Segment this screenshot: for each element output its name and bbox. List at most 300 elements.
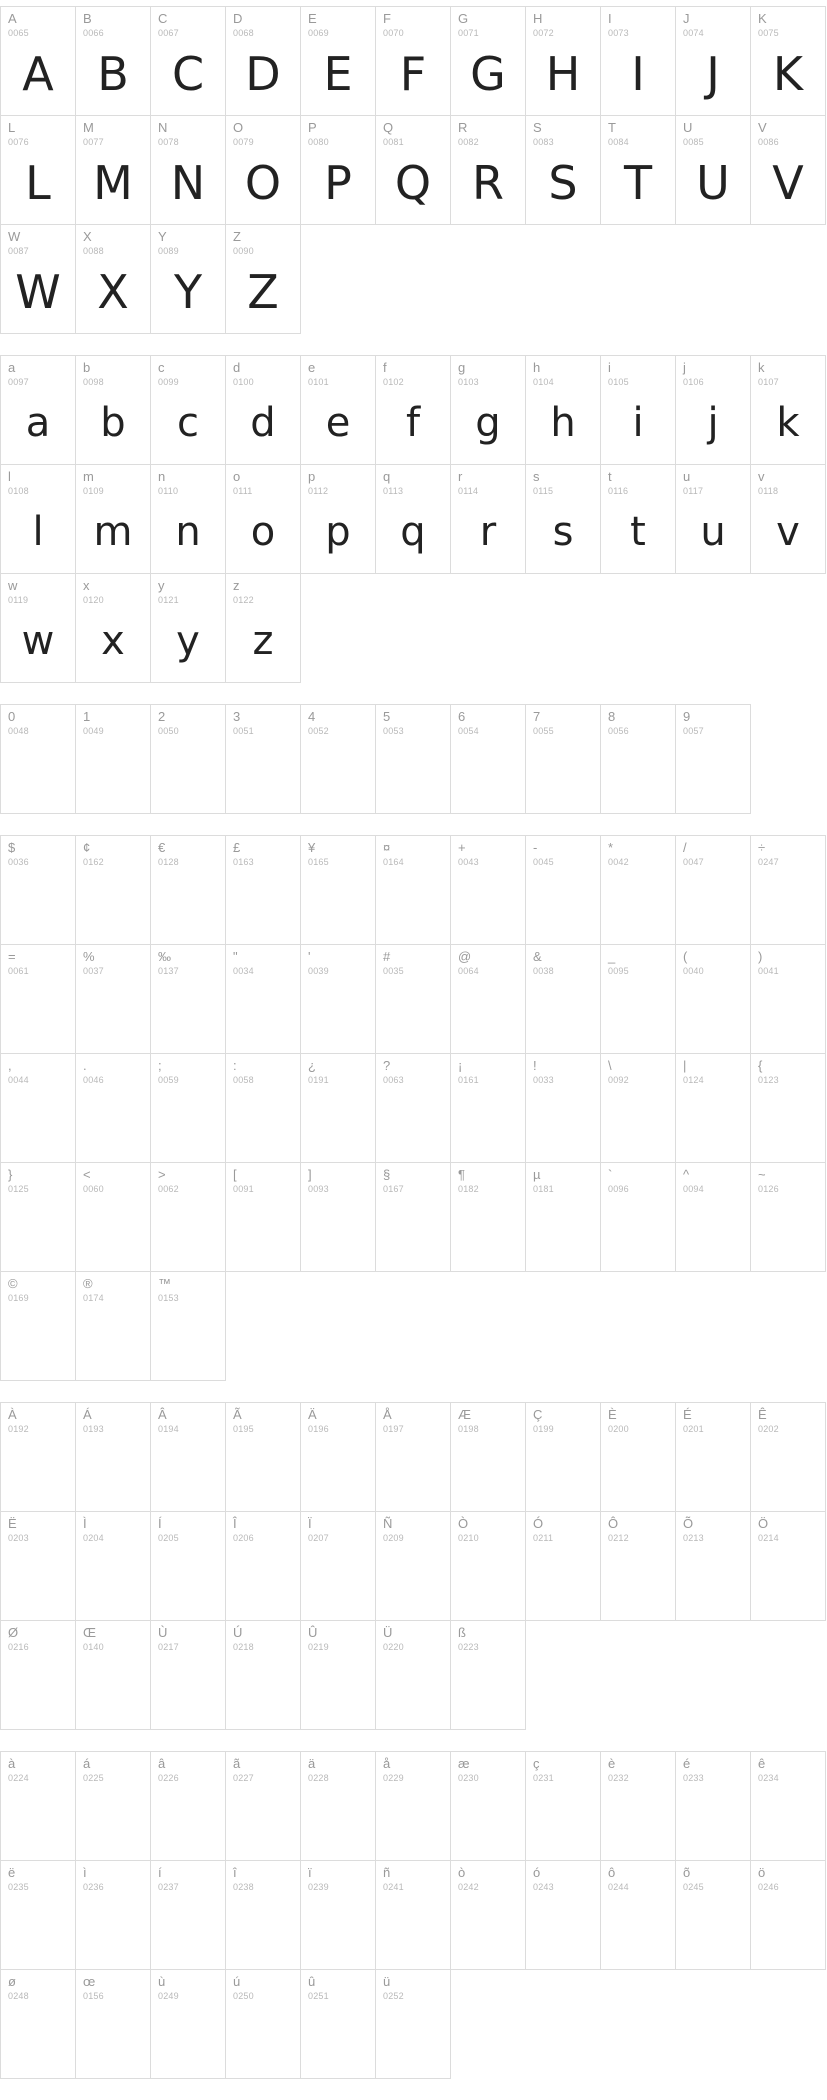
charmap-cell[interactable]	[150, 835, 226, 945]
charmap-cell[interactable]	[600, 464, 676, 574]
charmap-cell[interactable]	[375, 1511, 451, 1621]
charmap-cell[interactable]	[525, 6, 601, 116]
charmap-cell[interactable]	[375, 704, 451, 814]
char-glyph	[226, 1433, 300, 1507]
char-label: Z	[233, 229, 241, 244]
char-label: [	[233, 1167, 237, 1182]
charmap-cell[interactable]	[675, 1511, 751, 1621]
char-code-label: 0040	[683, 966, 704, 976]
charmap-cell[interactable]	[0, 1511, 76, 1621]
char-code-label: 0115	[533, 486, 554, 496]
charmap-cell[interactable]	[300, 1860, 376, 1970]
charmap-cell[interactable]	[375, 944, 451, 1054]
char-code-label: 0058	[233, 1075, 254, 1085]
char-glyph	[301, 866, 375, 940]
char-glyph	[601, 1542, 675, 1616]
charmap-cell[interactable]	[525, 1751, 601, 1861]
charmap-cell[interactable]	[75, 1271, 151, 1381]
char-label: Í	[158, 1516, 162, 1531]
charmap-cell[interactable]	[225, 573, 301, 683]
char-glyph	[151, 1651, 225, 1725]
charmap-cell[interactable]	[150, 1969, 226, 2079]
charmap-cell[interactable]	[675, 1162, 751, 1272]
charmap-cell[interactable]	[0, 464, 76, 574]
char-glyph	[451, 1782, 525, 1856]
charmap-cell[interactable]	[750, 1053, 826, 1163]
char-label: €	[158, 840, 166, 855]
char-label: P	[308, 120, 317, 135]
charmap-cell[interactable]	[225, 115, 301, 225]
char-label: ö	[758, 1865, 766, 1880]
charmap-cell[interactable]	[675, 1860, 751, 1970]
charmap-cell[interactable]	[225, 704, 301, 814]
charmap-cell[interactable]	[150, 224, 226, 334]
charmap-cell[interactable]	[375, 1162, 451, 1272]
charmap-cell[interactable]	[750, 944, 826, 1054]
charmap-cell[interactable]	[300, 115, 376, 225]
char-glyph: W	[15, 265, 61, 319]
charmap-cell[interactable]	[75, 115, 151, 225]
charmap-cell[interactable]	[675, 835, 751, 945]
charmap-cell[interactable]	[225, 1053, 301, 1163]
char-glyph: x	[101, 618, 125, 664]
char-glyph	[151, 1193, 225, 1267]
char-glyph	[676, 1084, 750, 1158]
charmap-cell[interactable]	[150, 1860, 226, 1970]
charmap-cell[interactable]	[75, 944, 151, 1054]
charmap-cell[interactable]	[150, 1511, 226, 1621]
charmap-cell[interactable]	[675, 704, 751, 814]
char-glyph	[451, 1651, 525, 1725]
char-glyph	[376, 735, 450, 809]
char-label: '	[308, 949, 311, 964]
charmap-cell[interactable]	[0, 1053, 76, 1163]
charmap-cell[interactable]	[150, 944, 226, 1054]
charmap-cell[interactable]	[225, 835, 301, 945]
charmap-cell[interactable]	[675, 355, 751, 465]
charmap-cell[interactable]	[75, 1860, 151, 1970]
charmap-cell[interactable]	[675, 944, 751, 1054]
char-label: !	[533, 1058, 537, 1073]
charmap-cell[interactable]	[750, 1402, 826, 1512]
char-code-label: 0211	[533, 1533, 554, 1543]
char-label: ¡	[458, 1058, 463, 1073]
charmap-cell[interactable]	[450, 464, 526, 574]
char-code-label: 0042	[608, 857, 629, 867]
charmap-cell[interactable]	[75, 1511, 151, 1621]
charmap-cell[interactable]	[75, 1402, 151, 1512]
charmap-section-lowercase	[0, 355, 827, 682]
charmap-cell[interactable]	[300, 355, 376, 465]
charmap-cell[interactable]	[525, 355, 601, 465]
char-glyph: q	[400, 509, 426, 555]
char-code-label: 0098	[83, 377, 104, 387]
charmap-cell[interactable]	[225, 224, 301, 334]
char-label: (	[683, 949, 688, 964]
charmap-cell[interactable]	[450, 1860, 526, 1970]
charmap-cell[interactable]	[75, 464, 151, 574]
char-code-label: 0072	[533, 28, 554, 38]
charmap-cell[interactable]	[75, 224, 151, 334]
charmap-cell[interactable]	[450, 1511, 526, 1621]
char-glyph	[376, 975, 450, 1049]
char-code-label: 0099	[158, 377, 179, 387]
charmap-cell[interactable]	[225, 464, 301, 574]
char-code-label: 0125	[8, 1184, 29, 1194]
char-code-label: 0218	[233, 1642, 254, 1652]
charmap-cell[interactable]	[300, 1751, 376, 1861]
charmap-cell[interactable]	[300, 1053, 376, 1163]
charmap-cell[interactable]	[300, 944, 376, 1054]
char-label: Ã	[233, 1407, 242, 1422]
char-label: î	[233, 1865, 237, 1880]
charmap-cell[interactable]	[150, 1271, 226, 1381]
char-glyph	[376, 1891, 450, 1965]
char-code-label: 0233	[683, 1773, 704, 1783]
charmap-cell[interactable]	[525, 704, 601, 814]
char-label: j	[683, 360, 686, 375]
char-label: ú	[233, 1974, 241, 1989]
char-code-label: 0164	[383, 857, 404, 867]
charmap-cell[interactable]	[750, 1162, 826, 1272]
charmap-cell[interactable]	[450, 1162, 526, 1272]
char-glyph: B	[97, 47, 129, 101]
char-code-label: 0210	[458, 1533, 479, 1543]
char-label: "	[233, 949, 238, 964]
charmap-cell[interactable]	[675, 1402, 751, 1512]
charmap-cell[interactable]	[600, 355, 676, 465]
char-label: Ì	[83, 1516, 87, 1531]
char-label: ä	[308, 1756, 316, 1771]
char-glyph	[226, 1542, 300, 1616]
charmap-cell[interactable]	[0, 1271, 76, 1381]
charmap-cell[interactable]	[675, 464, 751, 574]
charmap-cell[interactable]	[675, 6, 751, 116]
charmap-cell[interactable]	[600, 704, 676, 814]
charmap-cell[interactable]	[75, 704, 151, 814]
char-label: Œ	[83, 1625, 96, 1640]
charmap-cell[interactable]	[150, 1402, 226, 1512]
char-label: Ô	[608, 1516, 619, 1531]
char-label: U	[683, 120, 693, 135]
charmap-cell[interactable]	[600, 835, 676, 945]
char-code-label: 0128	[158, 857, 179, 867]
charmap-cell[interactable]	[600, 1402, 676, 1512]
charmap-cell[interactable]	[450, 944, 526, 1054]
char-code-label: 0194	[158, 1424, 179, 1434]
char-code-label: 0200	[608, 1424, 629, 1434]
charmap-cell[interactable]	[75, 1053, 151, 1163]
char-code-label: 0046	[83, 1075, 104, 1085]
charmap-cell[interactable]	[0, 1969, 76, 2079]
charmap-cell[interactable]	[750, 1751, 826, 1861]
char-glyph	[451, 975, 525, 1049]
charmap-cell[interactable]	[375, 1402, 451, 1512]
char-label: <	[83, 1167, 91, 1182]
char-label: À	[8, 1407, 17, 1422]
char-glyph: u	[700, 509, 726, 555]
charmap-cell[interactable]	[750, 1511, 826, 1621]
char-label: 3	[233, 709, 241, 724]
char-code-label: 0034	[233, 966, 254, 976]
charmap-cell[interactable]	[450, 704, 526, 814]
char-code-label: 0119	[8, 595, 29, 605]
charmap-cell[interactable]	[0, 1620, 76, 1730]
char-code-label: 0156	[83, 1991, 104, 2001]
char-label: S	[533, 120, 542, 135]
charmap-cell[interactable]	[450, 6, 526, 116]
char-code-label: 0044	[8, 1075, 29, 1085]
char-label: £	[233, 840, 241, 855]
charmap-cell[interactable]	[525, 1511, 601, 1621]
charmap-cell[interactable]	[525, 115, 601, 225]
charmap-cell[interactable]	[375, 835, 451, 945]
charmap-cell[interactable]	[600, 1053, 676, 1163]
charmap-cell[interactable]	[0, 355, 76, 465]
charmap-cell[interactable]	[0, 224, 76, 334]
charmap-cell[interactable]	[750, 1860, 826, 1970]
char-code-label: 0114	[458, 486, 479, 496]
charmap-cell[interactable]	[300, 464, 376, 574]
charmap-cell[interactable]	[675, 115, 751, 225]
char-glyph	[751, 1542, 825, 1616]
char-label: T	[608, 120, 616, 135]
char-glyph: L	[25, 156, 51, 210]
charmap-cell[interactable]	[225, 1402, 301, 1512]
char-label: ¿	[308, 1058, 316, 1073]
char-label: 2	[158, 709, 166, 724]
charmap-cell[interactable]	[225, 1511, 301, 1621]
char-code-label: 0169	[8, 1293, 29, 1303]
char-label: 6	[458, 709, 466, 724]
char-code-label: 0167	[383, 1184, 404, 1194]
char-glyph	[76, 1193, 150, 1267]
char-code-label: 0174	[83, 1293, 104, 1303]
charmap-row	[0, 355, 827, 682]
charmap-cell[interactable]	[225, 1751, 301, 1861]
char-label: â	[158, 1756, 166, 1771]
charmap-cell[interactable]	[375, 1053, 451, 1163]
charmap-cell[interactable]	[150, 355, 226, 465]
charmap-cell[interactable]	[600, 1751, 676, 1861]
charmap-cell[interactable]	[600, 1162, 676, 1272]
charmap-cell[interactable]	[375, 1860, 451, 1970]
charmap-cell[interactable]	[150, 1162, 226, 1272]
charmap-cell[interactable]	[750, 6, 826, 116]
charmap-cell[interactable]	[525, 1402, 601, 1512]
charmap-cell[interactable]	[75, 835, 151, 945]
char-label: .	[83, 1058, 87, 1073]
char-code-label: 0079	[233, 137, 254, 147]
char-glyph: t	[630, 509, 646, 555]
char-glyph	[301, 1782, 375, 1856]
charmap-cell[interactable]	[75, 1162, 151, 1272]
charmap-section-accented-lowercase	[0, 1751, 827, 2078]
char-code-label: 0118	[758, 486, 779, 496]
charmap-cell[interactable]	[0, 115, 76, 225]
char-code-label: 0224	[8, 1773, 29, 1783]
charmap-cell[interactable]	[150, 1620, 226, 1730]
charmap-cell[interactable]	[450, 1620, 526, 1730]
char-code-label: 0045	[533, 857, 554, 867]
charmap-cell[interactable]	[75, 573, 151, 683]
charmap-cell[interactable]	[225, 355, 301, 465]
charmap-cell[interactable]	[450, 835, 526, 945]
char-label: Q	[383, 120, 394, 135]
charmap-cell[interactable]	[150, 573, 226, 683]
charmap-cell[interactable]	[75, 1751, 151, 1861]
char-code-label: 0248	[8, 1991, 29, 2001]
char-glyph	[301, 975, 375, 1049]
char-glyph	[226, 1782, 300, 1856]
char-code-label: 0068	[233, 28, 254, 38]
char-glyph	[526, 866, 600, 940]
char-glyph: Y	[173, 265, 203, 319]
charmap-cell[interactable]	[750, 464, 826, 574]
charmap-section-accented-uppercase	[0, 1402, 827, 1729]
charmap-cell[interactable]	[0, 1402, 76, 1512]
charmap-cell[interactable]	[375, 1969, 451, 2079]
charmap-cell[interactable]	[450, 1053, 526, 1163]
char-glyph	[151, 1782, 225, 1856]
charmap-cell[interactable]	[375, 355, 451, 465]
charmap-cell[interactable]	[525, 944, 601, 1054]
charmap-cell[interactable]	[225, 1969, 301, 2079]
char-glyph	[1, 975, 75, 1049]
charmap-cell[interactable]	[525, 464, 601, 574]
char-glyph	[751, 1782, 825, 1856]
charmap-cell[interactable]	[675, 1751, 751, 1861]
char-code-label: 0090	[233, 246, 254, 256]
charmap-cell[interactable]	[150, 1053, 226, 1163]
charmap-section-digits	[0, 704, 827, 813]
charmap-cell[interactable]	[225, 1162, 301, 1272]
charmap-cell[interactable]	[750, 835, 826, 945]
charmap-cell[interactable]	[600, 1511, 676, 1621]
charmap-cell[interactable]	[750, 355, 826, 465]
char-label: à	[8, 1756, 16, 1771]
charmap-cell[interactable]	[300, 1402, 376, 1512]
char-label: ¶	[458, 1167, 465, 1182]
charmap-cell[interactable]	[300, 1511, 376, 1621]
charmap-cell[interactable]	[0, 704, 76, 814]
charmap-cell[interactable]	[150, 115, 226, 225]
char-label: f	[383, 360, 387, 375]
charmap-cell[interactable]	[300, 704, 376, 814]
charmap-cell[interactable]	[0, 6, 76, 116]
charmap-cell[interactable]	[750, 115, 826, 225]
charmap-cell[interactable]	[675, 1053, 751, 1163]
char-label: =	[8, 949, 16, 964]
charmap-section-punctuation-and-symbols	[0, 835, 827, 1380]
charmap-cell[interactable]	[600, 944, 676, 1054]
charmap-cell[interactable]	[600, 115, 676, 225]
char-code-label: 0140	[83, 1642, 104, 1652]
char-glyph	[526, 1084, 600, 1158]
char-glyph	[1, 1084, 75, 1158]
charmap-cell[interactable]	[150, 6, 226, 116]
charmap-cell[interactable]	[0, 835, 76, 945]
charmap-cell[interactable]	[525, 1053, 601, 1163]
char-label: w	[8, 578, 18, 593]
charmap-cell[interactable]	[150, 464, 226, 574]
char-code-label: 0067	[158, 28, 179, 38]
charmap-cell[interactable]	[150, 704, 226, 814]
charmap-cell[interactable]	[525, 835, 601, 945]
charmap-cell[interactable]	[75, 1620, 151, 1730]
charmap-cell[interactable]	[300, 835, 376, 945]
char-code-label: 0049	[83, 726, 104, 736]
charmap-cell[interactable]	[450, 355, 526, 465]
char-glyph	[1, 866, 75, 940]
char-code-label: 0086	[758, 137, 779, 147]
char-code-label: 0217	[158, 1642, 179, 1652]
char-glyph	[151, 1302, 225, 1376]
charmap-row	[0, 1402, 827, 1729]
char-glyph: z	[252, 618, 274, 664]
charmap-cell[interactable]	[375, 1620, 451, 1730]
charmap-cell[interactable]	[225, 944, 301, 1054]
charmap-cell[interactable]	[375, 464, 451, 574]
char-label: v	[758, 469, 765, 484]
charmap-cell[interactable]	[75, 355, 151, 465]
charmap-cell[interactable]	[225, 6, 301, 116]
charmap-cell[interactable]	[375, 1751, 451, 1861]
charmap-cell[interactable]	[300, 6, 376, 116]
charmap-cell[interactable]	[525, 1162, 601, 1272]
char-label: ]	[308, 1167, 312, 1182]
charmap-cell[interactable]	[150, 1751, 226, 1861]
charmap-cell[interactable]	[300, 1162, 376, 1272]
char-glyph	[676, 735, 750, 809]
charmap-cell[interactable]	[75, 1969, 151, 2079]
char-label: ;	[158, 1058, 162, 1073]
char-glyph: J	[706, 47, 720, 101]
char-label: W	[8, 229, 21, 244]
char-code-label: 0037	[83, 966, 104, 976]
charmap-cell[interactable]	[375, 6, 451, 116]
char-label: c	[158, 360, 165, 375]
char-glyph	[601, 1193, 675, 1267]
charmap-cell[interactable]	[450, 115, 526, 225]
charmap-cell[interactable]	[600, 1860, 676, 1970]
charmap-cell[interactable]	[0, 1751, 76, 1861]
char-glyph	[751, 1433, 825, 1507]
charmap-cell[interactable]	[75, 6, 151, 116]
charmap-cell[interactable]	[300, 1969, 376, 2079]
charmap-cell[interactable]	[0, 944, 76, 1054]
char-glyph	[76, 1542, 150, 1616]
char-label: }	[8, 1167, 13, 1182]
charmap-cell[interactable]	[225, 1620, 301, 1730]
charmap-cell[interactable]	[0, 1162, 76, 1272]
charmap-cell[interactable]	[525, 1860, 601, 1970]
charmap-cell[interactable]	[225, 1860, 301, 1970]
char-code-label: 0212	[608, 1533, 629, 1543]
char-label: û	[308, 1974, 316, 1989]
char-glyph: V	[772, 156, 804, 210]
char-glyph: n	[175, 509, 201, 555]
charmap-cell[interactable]	[450, 1751, 526, 1861]
charmap-cell[interactable]	[0, 573, 76, 683]
char-glyph	[76, 1433, 150, 1507]
char-label: ç	[533, 1756, 540, 1771]
charmap-cell[interactable]	[0, 1860, 76, 1970]
charmap-cell[interactable]	[300, 1620, 376, 1730]
charmap-cell[interactable]	[450, 1402, 526, 1512]
charmap-cell[interactable]	[375, 115, 451, 225]
charmap-cell[interactable]	[600, 6, 676, 116]
